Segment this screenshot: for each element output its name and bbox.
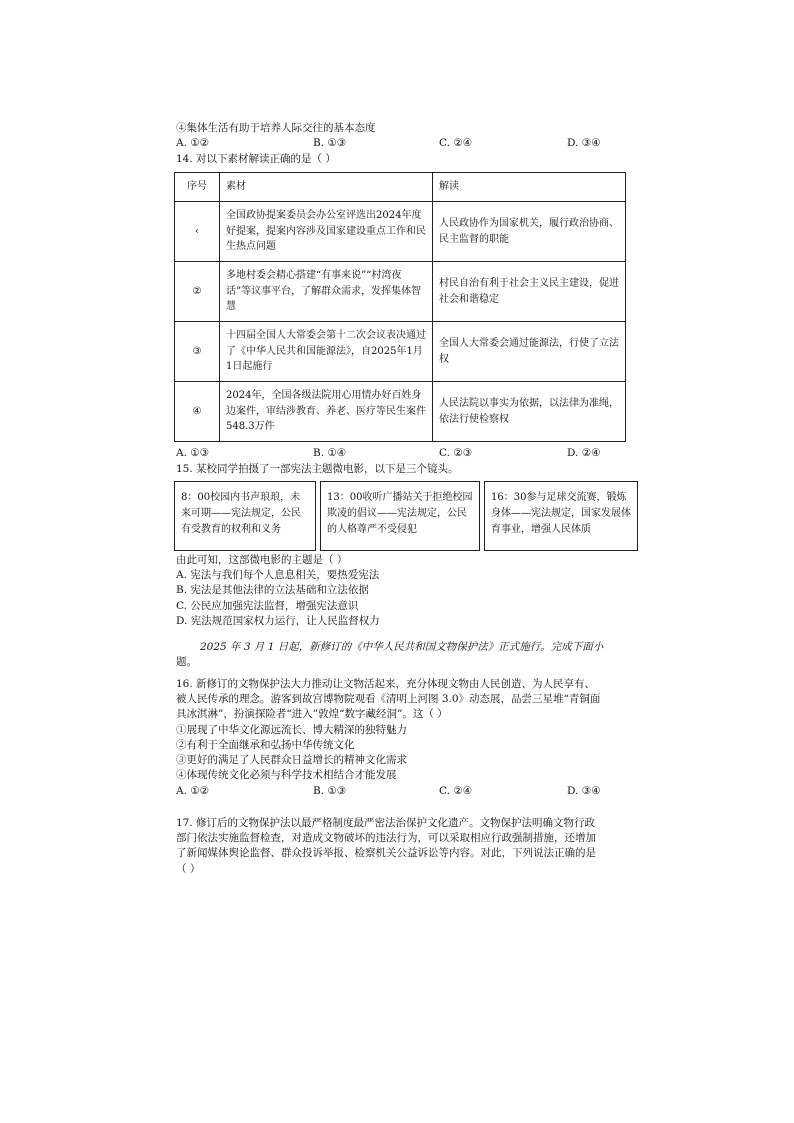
table-row bbox=[175, 262, 626, 322]
row-reading: 村民自治有利于社会主义民主建设，促进社会和谐稳定 bbox=[433, 262, 626, 322]
q17-block bbox=[176, 816, 628, 877]
q16-line-1: 16. 新修订的文物保护法大力推动让文物活起来，充分体现文物由人民创造、为人民享有、 bbox=[176, 678, 596, 690]
table-row bbox=[175, 322, 626, 382]
row-no: ‹ bbox=[175, 202, 220, 262]
header-material: 素材 bbox=[220, 173, 433, 202]
q16-line-2: 被人民传承的理念。游客到故宫博物院观看《清明上河图 3.0》动态展，品尝三星堆“青铜面 bbox=[176, 693, 601, 706]
option-c[interactable]: C. ②④ bbox=[439, 137, 473, 150]
material-line-1: 2025 年 3 月 1 日起，新修订的《中华人民共和国文物保护法》正式施行。完成下面小 bbox=[200, 641, 604, 653]
option-c[interactable]: C. ②③ bbox=[439, 447, 473, 459]
q15-question-block bbox=[176, 553, 628, 629]
option-d[interactable]: D. 宪法规范国家权力运行，让人民监督权力 bbox=[176, 614, 380, 627]
row-reading: 全国人大常委会通过能源法，行使了立法权 bbox=[433, 322, 626, 382]
option-c[interactable]: C. 公民应加强宪法监督，增强宪法意识 bbox=[176, 599, 359, 612]
option-b[interactable]: B. ①③ bbox=[313, 784, 347, 797]
option-b[interactable]: B. 宪法是其他法律的立法基础和立法依据 bbox=[176, 584, 369, 597]
q13-options bbox=[176, 136, 628, 152]
header-no: 序号 bbox=[175, 173, 220, 202]
q16-statement-3: ③更好的满足了人民群众日益增长的精神文化需求 bbox=[176, 754, 407, 767]
material-intro bbox=[176, 640, 628, 670]
row-reading: 人民政协作为国家机关，履行政治协商、民主监督的职能 bbox=[433, 202, 626, 262]
q17-line-3: 了新闻媒体舆论监督、群众投诉举报、检察机关公益诉讼等内容。对此，下列说法正确的是 bbox=[176, 847, 596, 860]
table-header-row bbox=[175, 173, 626, 202]
shot-1: 8：00校园内书声琅琅，未来可期——宪法规定，公民有受教育的权利和义务 bbox=[174, 481, 316, 551]
option-b[interactable]: B. ①③ bbox=[313, 137, 347, 150]
option-c[interactable]: C. ②④ bbox=[439, 784, 473, 797]
row-material: 多地村委会精心搭建“有事来说”“村湾夜话”等议事平台，了解群众需求，发挥集体智慧 bbox=[220, 262, 433, 322]
option-a[interactable]: A. 宪法与我们每个人息息相关，要热爱宪法 bbox=[176, 569, 380, 582]
row-material: 2024年，全国各级法院用心用情办好百姓身边案件，审结涉教育、养老、医疗等民生案件548.3万件 bbox=[220, 382, 433, 442]
q17-line-4: （ ） bbox=[176, 862, 201, 875]
option-d[interactable]: D. ②④ bbox=[567, 447, 601, 459]
table-row bbox=[175, 382, 626, 442]
option-a[interactable]: A. ①③ bbox=[176, 447, 210, 459]
shot-3: 16：30参与足球交流赛，锻炼身体——宪法规定，国家发展体育事业，增强人民体质 bbox=[484, 481, 638, 551]
option-d[interactable]: D. ③④ bbox=[567, 137, 601, 150]
q17-line-2: 部门依法实施监督检查，对造成文物破坏的违法行为，可以采取相应行政强制措施，还增加 bbox=[176, 832, 596, 845]
option-a[interactable]: A. ①② bbox=[176, 784, 210, 797]
q15-question: 由此可知，这部微电影的主题是（ ） bbox=[176, 554, 348, 566]
row-no: ② bbox=[175, 262, 220, 322]
row-material: 十四届全国人大常委会第十二次会议表决通过了《中华人民共和国能源法》，自2025年1月1日起施行 bbox=[220, 322, 433, 382]
q14-table bbox=[174, 172, 626, 442]
table-row bbox=[175, 202, 626, 262]
q16-statement-4: ④体现传统文化必须与科学技术相结合才能发展 bbox=[176, 769, 397, 782]
q13-tail bbox=[176, 121, 628, 167]
q15-stem: 15. 某校同学拍摄了一部宪法主题微电影，以下是三个镜头。 bbox=[176, 463, 459, 475]
row-material: 全国政协提案委员会办公室评选出2024年度好提案，提案内容涉及国家建设重点工作和民生热点问题 bbox=[220, 202, 433, 262]
material-line-2: 题。 bbox=[176, 656, 197, 669]
option-d[interactable]: D. ③④ bbox=[567, 784, 601, 797]
header-reading: 解读 bbox=[433, 173, 626, 202]
option-b[interactable]: B. ①④ bbox=[313, 447, 347, 459]
q16-statement-1: ①展现了中华文化源远流长、博大精深的独特魅力 bbox=[176, 723, 407, 736]
q16-line-3: 具冰淇淋”，扮演探险者“进入”敦煌“数字藏经洞”。这（ ） bbox=[176, 708, 448, 721]
q16-options bbox=[176, 784, 628, 800]
q14-stem: 14. 对以下素材解读正确的是（ ） bbox=[176, 153, 336, 166]
q15-shots bbox=[174, 481, 638, 551]
shot-2: 13：00收听广播站关于拒绝校园欺凌的倡议——宪法规定，公民的人格尊严不受侵犯 bbox=[320, 481, 480, 551]
option-a[interactable]: A. ①② bbox=[176, 137, 210, 150]
q17-line-1: 17. 修订后的文物保护法以最严格制度最严密法治保护文化遗产。文物保护法明确文物行政 bbox=[176, 817, 596, 829]
row-reading: 人民法院以事实为依据，以法律为准绳，依法行使检察权 bbox=[433, 382, 626, 442]
q14-options-block bbox=[176, 446, 628, 477]
row-no: ④ bbox=[175, 382, 220, 442]
statement-4: ④集体生活有助于培养人际交往的基本态度 bbox=[176, 122, 376, 134]
row-no: ③ bbox=[175, 322, 220, 382]
q16-block bbox=[176, 677, 628, 800]
q14-options bbox=[176, 446, 628, 462]
q16-statement-2: ②有利于全面继承和弘扬中华传统文化 bbox=[176, 738, 355, 751]
